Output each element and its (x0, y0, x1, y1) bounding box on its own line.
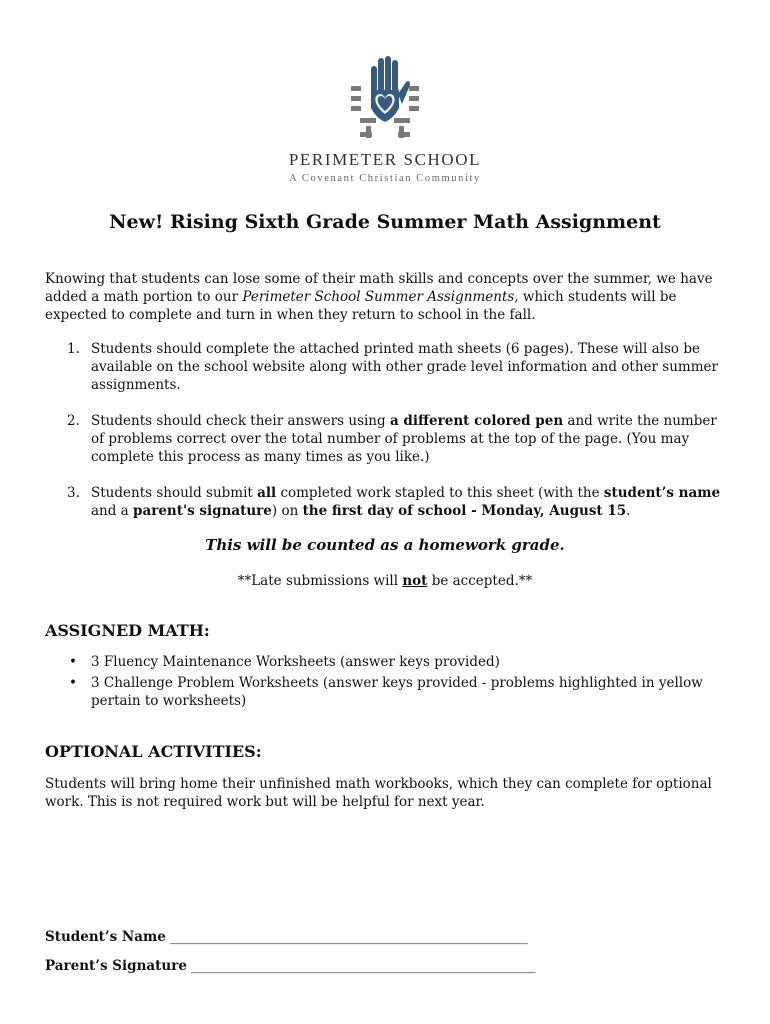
list-item-text: and a (91, 503, 134, 519)
list-item-text: and write the number of problems correct over the total number of problems at the top of the page. (You may complete this process as many times as you like.) (91, 413, 717, 465)
list-item-text: Students should check their answers using (91, 413, 390, 429)
list-item-text: Students should complete the attached printed math sheets (6 pages). These will also be available on the school website along with other grade level information and other summer assignments. (91, 341, 718, 393)
bullet-icon: • (69, 675, 77, 691)
hand-heart-cross-logo (346, 52, 424, 140)
intro-text-end: which students will be expected to complete and turn in when they return to school in the fall. (45, 289, 677, 323)
list-number: 2. (67, 413, 80, 429)
school-name: PERIMETER SCHOOL (288, 150, 482, 169)
intro-italic-text: Perimeter School Summer Assignments, (242, 289, 519, 305)
late-note-text-end: be accepted.** (427, 573, 533, 589)
bullet-icon: • (69, 654, 77, 670)
parent-signature-field[interactable] (45, 958, 535, 974)
list-item-text: ) on (271, 503, 303, 519)
list-item (45, 340, 727, 394)
list-item-bold-text: a different colored pen (389, 413, 564, 429)
intro-paragraph (45, 270, 735, 324)
student-name-label: Student’s Name (45, 929, 166, 945)
list-item-text: 3 Fluency Maintenance Worksheets (answer keys provided) (91, 654, 500, 670)
list-number: 1. (67, 341, 80, 357)
list-item-text: Students should submit (91, 485, 258, 501)
late-note-emphasis: not (402, 573, 428, 589)
parent-signature-line[interactable]: ___________________________________________________ (191, 958, 536, 974)
late-submission-note (0, 573, 770, 589)
list-item-text: completed work stapled to this sheet (with the (276, 485, 604, 501)
list-item-bold-text: all (257, 485, 277, 501)
list-item-text: . (626, 503, 631, 519)
school-tagline: A Covenant Christian Community (289, 173, 481, 184)
list-item (45, 674, 727, 710)
list-item-text: 3 Challenge Problem Worksheets (answer keys provided - problems highlighted in yellow pertain to worksheets) (91, 675, 703, 709)
intro-text: Knowing that students can lose some of their math skills and concepts over the summer, we have added a math portion to our (45, 271, 713, 305)
list-item-bold-text: parent's signature (133, 503, 272, 519)
list-item (45, 484, 727, 520)
assigned-math-list (45, 653, 727, 713)
list-number: 3. (67, 485, 80, 501)
parent-signature-label: Parent’s Signature (45, 958, 187, 974)
list-item-bold-text: student’s name (603, 485, 721, 501)
list-item (45, 412, 727, 466)
assigned-math-heading: ASSIGNED MATH: (45, 621, 210, 640)
list-item (45, 653, 727, 671)
instructions-list (45, 340, 727, 538)
optional-activities-text: Students will bring home their unfinished math workbooks, which they can complete for optional work. This is not required work but will be helpful for next year. (45, 776, 712, 810)
homework-note: This will be counted as a homework grade. (205, 536, 565, 554)
page-title: New! Rising Sixth Grade Summer Math Assignment (109, 211, 661, 233)
late-note-text: **Late submissions will (237, 573, 403, 589)
student-name-field[interactable] (45, 929, 528, 945)
optional-activities-heading: OPTIONAL ACTIVITIES: (45, 742, 262, 761)
student-name-line[interactable]: _____________________________________________________ (170, 929, 528, 945)
list-item-bold-text: the first day of school - Monday, August 15 (302, 503, 627, 519)
